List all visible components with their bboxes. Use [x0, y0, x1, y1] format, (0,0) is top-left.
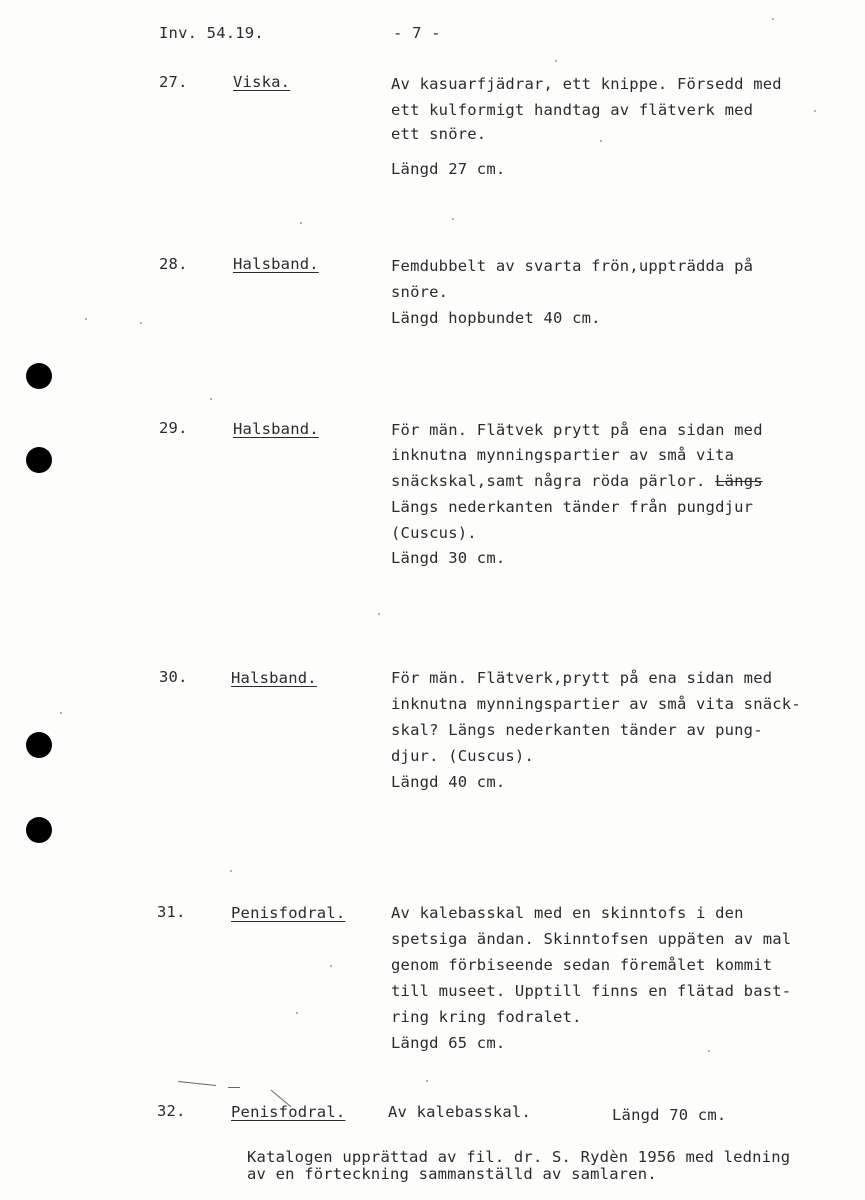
entry-description-line: ring kring fodralet. — [391, 1008, 582, 1026]
scan-speck — [140, 322, 142, 324]
entry-description-line: För män. Flätverk,prytt på ena sidan med — [391, 669, 773, 687]
scan-speck — [85, 318, 87, 320]
scan-speck — [772, 18, 774, 20]
scan-speck — [426, 1080, 428, 1082]
entry-number: 27. — [159, 73, 188, 91]
entry-description-line: Längs nederkanten tänder från pungdjur — [391, 498, 754, 516]
entry-name: Halsband. — [233, 255, 319, 273]
scan-speck — [230, 870, 232, 872]
entry-length: Längd 70 cm. — [612, 1106, 727, 1124]
entry-description-line: spetsiga ändan. Skinntofsen uppäten av mal — [391, 930, 792, 948]
struck-word: Längs — [715, 472, 763, 490]
scan-speck — [60, 712, 62, 714]
entry-description-line: ett snöre. — [391, 125, 487, 143]
scan-speck — [378, 613, 380, 615]
entry-description-line: inknutna mynningspartier av små vita snäck- — [391, 695, 801, 713]
entry-number: 30. — [159, 668, 188, 686]
pen-stroke — [178, 1081, 216, 1086]
scan-speck — [300, 222, 302, 224]
entry-description-line: snöre. — [391, 283, 449, 301]
entry-length: Längd 65 cm. — [391, 1034, 506, 1052]
scan-speck — [708, 1050, 710, 1052]
inventory-number: Inv. 54.19. — [159, 24, 264, 42]
scan-speck — [210, 398, 212, 400]
scan-speck — [555, 60, 557, 62]
entry-number: 28. — [159, 255, 188, 273]
entry-description-line: till museet. Upptill finns en flätad bast- — [391, 982, 792, 1000]
entry-number: 32. — [157, 1102, 186, 1120]
entry-description-line: genom förbiseende sedan föremålet kommit — [391, 956, 773, 974]
punch-hole-1 — [26, 363, 52, 389]
catalog-note-line: Katalogen upprättad av fil. dr. S. Rydèn 1956 med ledning — [247, 1148, 791, 1166]
entry-length: Längd 27 cm. — [391, 160, 506, 178]
entry-number: 31. — [157, 903, 186, 921]
entry-description-line: För män. Flätvek prytt på ena sidan med — [391, 421, 763, 439]
scan-speck — [296, 1012, 298, 1014]
punch-hole-3 — [26, 732, 52, 758]
scan-speck — [452, 218, 454, 220]
punch-hole-4 — [26, 817, 52, 843]
entry-description-line: (Cuscus). — [391, 524, 477, 542]
entry-description-line: inknutna mynningspartier av små vita — [391, 446, 735, 464]
entry-name: Halsband. — [231, 669, 317, 687]
entry-description-line: Femdubbelt av svarta frön,uppträdda på — [391, 257, 754, 275]
pen-stroke — [228, 1087, 240, 1088]
entry-description-line: Av kasuarfjädrar, ett knippe. Försedd med — [391, 75, 782, 93]
entry-description-line: djur. (Cuscus). — [391, 747, 534, 765]
entry-description-line: Av kalebasskal med en skinntofs i den — [391, 904, 744, 922]
entry-length: Längd hopbundet 40 cm. — [391, 309, 601, 327]
entry-name: Penisfodral. — [231, 1103, 346, 1121]
scan-speck — [814, 110, 816, 112]
entry-length: Längd 40 cm. — [391, 773, 506, 791]
entry-description-line: Av kalebasskal. — [388, 1103, 531, 1121]
entry-name: Penisfodral. — [231, 904, 346, 922]
entry-length: Längd 30 cm. — [391, 549, 506, 567]
entry-name: Halsband. — [233, 420, 319, 438]
entry-description-line: snäckskal,samt några röda pärlor. Längs — [391, 472, 763, 490]
page-number: - 7 - — [393, 24, 441, 42]
entry-name: Viska. — [233, 73, 291, 91]
entry-number: 29. — [159, 419, 188, 437]
scan-speck — [600, 140, 602, 142]
punch-hole-2 — [26, 447, 52, 473]
catalog-note-line: av en förteckning sammanställd av samlaren. — [247, 1165, 657, 1183]
scan-speck — [330, 965, 332, 967]
entry-description-line: ett kulformigt handtag av flätverk med — [391, 101, 754, 119]
entry-description-line: skal? Längs nederkanten tänder av pung- — [391, 721, 763, 739]
